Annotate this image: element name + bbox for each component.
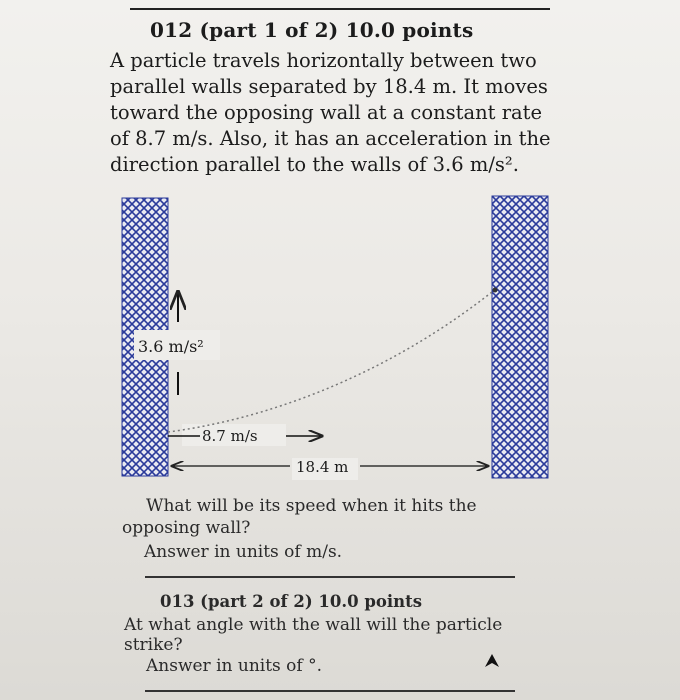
question-2-answer-units: Answer in units of °. — [146, 656, 323, 676]
body-line: direction parallel to the walls of 3.6 m/s². — [110, 153, 519, 176]
body-line: of 8.7 m/s. Also, it has an acceleration in the — [110, 127, 551, 150]
impact-point — [493, 288, 498, 293]
body-line: A particle travels horizontally between two — [110, 49, 537, 72]
acceleration-label: 3.6 m/s² — [138, 337, 204, 356]
question-1-header: 012 (part 1 of 2) 10.0 points — [150, 18, 474, 42]
particle-trajectory — [168, 292, 492, 432]
body-line: toward the opposing wall at a constant rate — [110, 101, 543, 124]
velocity-label: 8.7 m/s — [202, 427, 258, 445]
answer-divider — [145, 576, 515, 578]
body-line: parallel walls separated by 18.4 m. It moves — [110, 75, 548, 98]
right-wall — [492, 196, 548, 478]
question-2-prompt-line: At what angle with the wall will the particle — [124, 615, 503, 635]
pointer-cursor-icon — [484, 653, 500, 669]
question-1-answer-units: Answer in units of m/s. — [144, 542, 343, 562]
question-1-prompt-line: What will be its speed when it hits the — [146, 496, 477, 516]
question-2-prompt-line: strike? — [124, 635, 183, 655]
question-2-header: 013 (part 2 of 2) 10.0 points — [160, 592, 423, 611]
question-1-prompt-line: opposing wall? — [122, 518, 251, 538]
separation-label: 18.4 m — [296, 458, 349, 476]
bottom-divider — [145, 690, 515, 692]
